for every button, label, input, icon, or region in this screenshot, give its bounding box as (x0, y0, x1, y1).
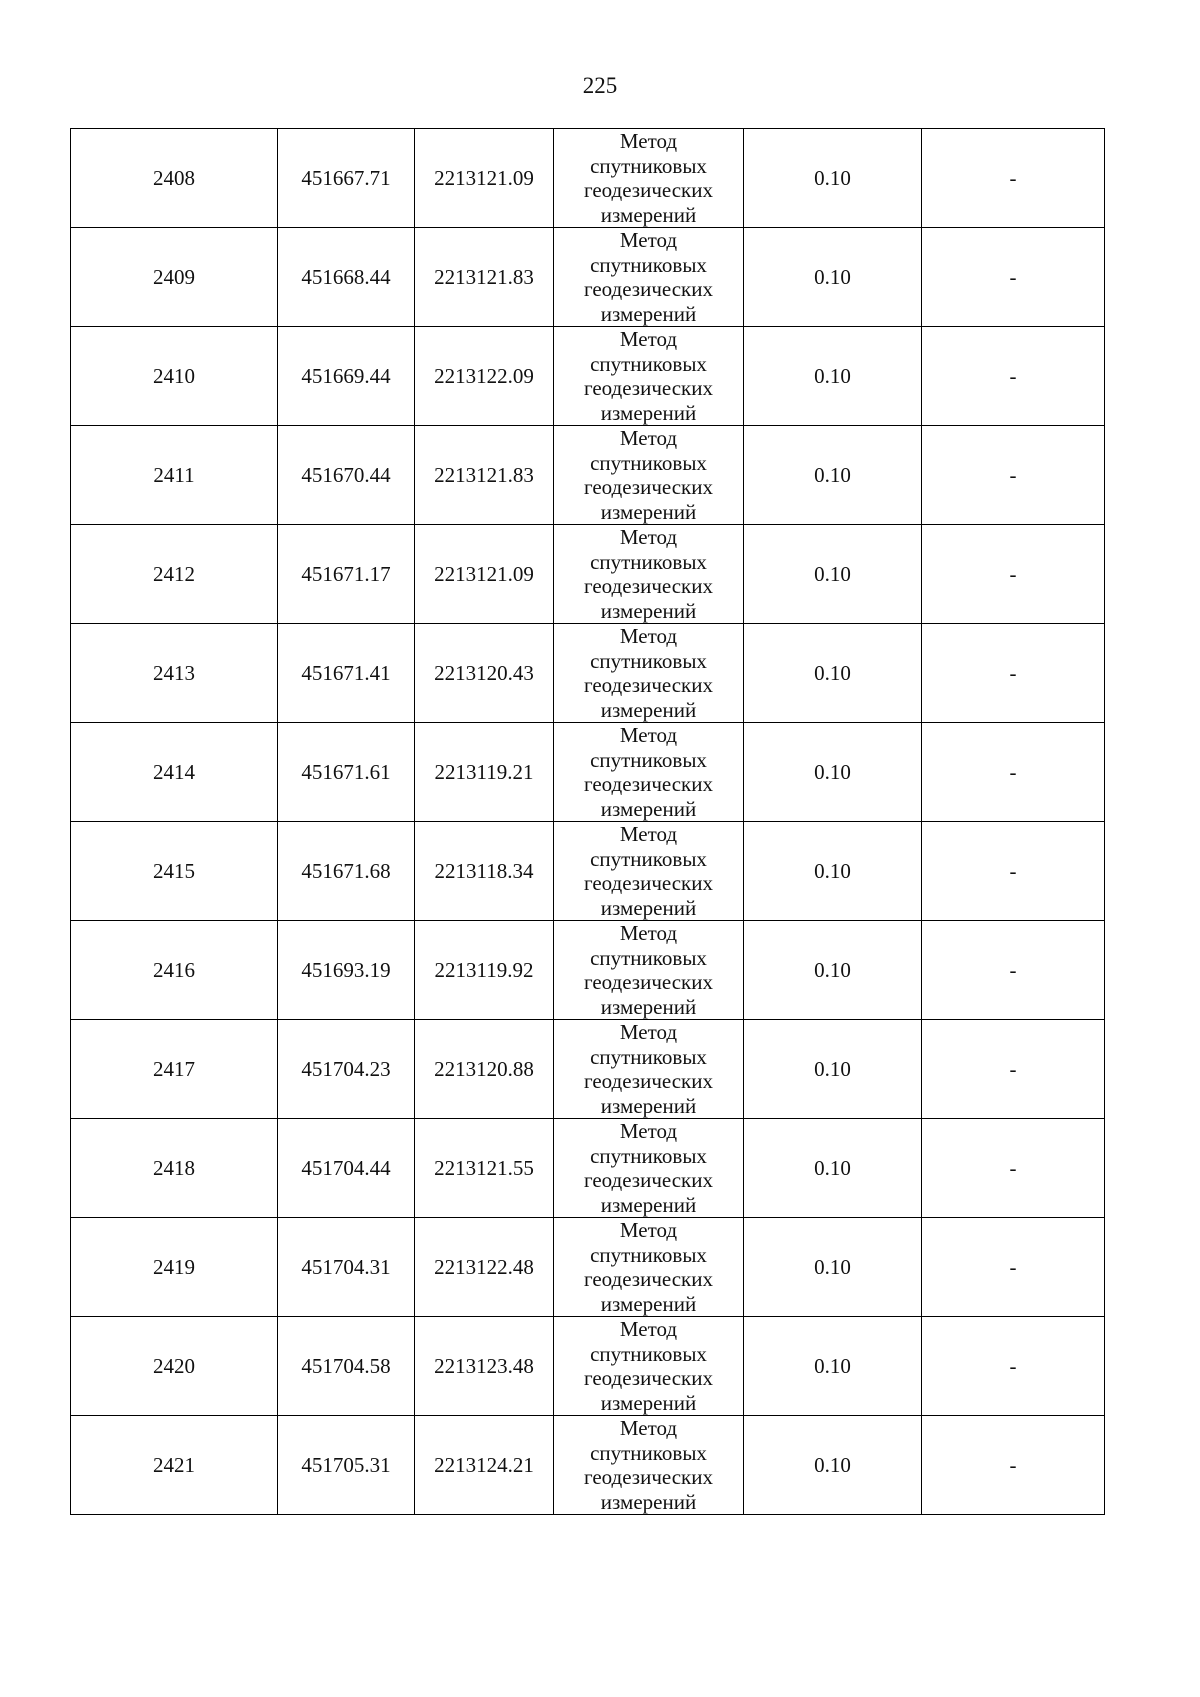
table-row (71, 723, 1105, 822)
method-line: геодезических (583, 1069, 713, 1093)
table-row (71, 1020, 1105, 1119)
method-line: измерений (600, 1489, 697, 1514)
method-line: спутниковых (590, 846, 707, 871)
note-cell: - (922, 1416, 1105, 1515)
coord-x-cell: 451704.23 (278, 1020, 415, 1119)
coord-x-cell: 451667.71 (278, 129, 415, 228)
note-cell: - (922, 822, 1105, 921)
method-cell (554, 1317, 744, 1416)
note-cell: - (922, 228, 1105, 327)
accuracy-cell: 0.10 (744, 1020, 922, 1119)
point-number-cell: 2414 (71, 723, 278, 822)
point-number-cell: 2408 (71, 129, 278, 228)
accuracy-cell: 0.10 (744, 129, 922, 228)
method-line: измерений (600, 895, 697, 920)
coord-y-cell: 2213120.43 (415, 624, 554, 723)
method-line: Метод (619, 921, 678, 945)
method-line: спутниковых (590, 450, 707, 475)
note-cell: - (922, 624, 1105, 723)
method-line: измерений (600, 400, 697, 425)
table-row (71, 921, 1105, 1020)
method-cell (554, 921, 744, 1020)
table-row (71, 822, 1105, 921)
coord-x-cell: 451693.19 (278, 921, 415, 1020)
table-row (71, 525, 1105, 624)
method-line: спутниковых (590, 252, 707, 277)
method-cell (554, 1218, 744, 1317)
table-row (71, 1416, 1105, 1515)
note-cell: - (922, 1020, 1105, 1119)
method-line: измерений (600, 697, 697, 722)
accuracy-cell: 0.10 (744, 1119, 922, 1218)
coord-x-cell: 451668.44 (278, 228, 415, 327)
accuracy-cell: 0.10 (744, 723, 922, 822)
coord-y-cell: 2213124.21 (415, 1416, 554, 1515)
method-line: Метод (619, 822, 678, 846)
method-line: измерений (600, 202, 697, 227)
method-line: спутниковых (590, 945, 707, 970)
coord-y-cell: 2213121.83 (415, 426, 554, 525)
method-line: геодезических (583, 376, 713, 400)
table-row (71, 1218, 1105, 1317)
method-line: Метод (619, 525, 678, 549)
point-number-cell: 2411 (71, 426, 278, 525)
method-line: спутниковых (590, 153, 707, 178)
method-line: спутниковых (590, 1341, 707, 1366)
accuracy-cell: 0.10 (744, 228, 922, 327)
method-line: спутниковых (590, 1242, 707, 1267)
accuracy-cell: 0.10 (744, 624, 922, 723)
point-number-cell: 2415 (71, 822, 278, 921)
method-cell (554, 129, 744, 228)
coord-x-cell: 451670.44 (278, 426, 415, 525)
note-cell: - (922, 525, 1105, 624)
method-line: геодезических (583, 871, 713, 895)
table-row (71, 129, 1105, 228)
point-number-cell: 2416 (71, 921, 278, 1020)
accuracy-cell: 0.10 (744, 822, 922, 921)
note-cell: - (922, 723, 1105, 822)
coord-y-cell: 2213121.09 (415, 525, 554, 624)
method-line: измерений (600, 1093, 697, 1118)
coord-y-cell: 2213120.88 (415, 1020, 554, 1119)
method-line: спутниковых (590, 549, 707, 574)
method-line: измерений (600, 994, 697, 1019)
method-cell (554, 1416, 744, 1515)
method-cell (554, 624, 744, 723)
method-line: спутниковых (590, 1440, 707, 1465)
coord-y-cell: 2213119.21 (415, 723, 554, 822)
method-line: геодезических (583, 970, 713, 994)
method-line: спутниковых (590, 1143, 707, 1168)
point-number-cell: 2413 (71, 624, 278, 723)
method-line: измерений (600, 796, 697, 821)
method-line: Метод (619, 426, 678, 450)
method-cell (554, 822, 744, 921)
table-row (71, 624, 1105, 723)
point-number-cell: 2421 (71, 1416, 278, 1515)
coord-x-cell: 451671.41 (278, 624, 415, 723)
table-row (71, 1317, 1105, 1416)
method-cell (554, 525, 744, 624)
point-number-cell: 2420 (71, 1317, 278, 1416)
method-line: Метод (619, 327, 678, 351)
method-cell (554, 723, 744, 822)
method-line: спутниковых (590, 351, 707, 376)
accuracy-cell: 0.10 (744, 327, 922, 426)
method-line: Метод (619, 129, 678, 153)
note-cell: - (922, 1317, 1105, 1416)
note-cell: - (922, 921, 1105, 1020)
accuracy-cell: 0.10 (744, 1317, 922, 1416)
note-cell: - (922, 327, 1105, 426)
point-number-cell: 2418 (71, 1119, 278, 1218)
method-line: геодезических (583, 673, 713, 697)
page-number: 225 (582, 73, 618, 98)
coord-x-cell: 451704.58 (278, 1317, 415, 1416)
method-cell (554, 1020, 744, 1119)
coord-x-cell: 451669.44 (278, 327, 415, 426)
method-line: геодезических (583, 277, 713, 301)
table-row (71, 1119, 1105, 1218)
coord-x-cell: 451671.68 (278, 822, 415, 921)
point-number-cell: 2419 (71, 1218, 278, 1317)
method-line: геодезических (583, 475, 713, 499)
note-cell: - (922, 1218, 1105, 1317)
coord-x-cell: 451704.44 (278, 1119, 415, 1218)
method-line: Метод (619, 723, 678, 747)
accuracy-cell: 0.10 (744, 525, 922, 624)
coord-y-cell: 2213121.55 (415, 1119, 554, 1218)
method-line: Метод (619, 1020, 678, 1044)
coord-y-cell: 2213121.83 (415, 228, 554, 327)
method-line: геодезических (583, 1267, 713, 1291)
note-cell: - (922, 1119, 1105, 1218)
point-number-cell: 2412 (71, 525, 278, 624)
method-line: Метод (619, 624, 678, 648)
method-cell (554, 327, 744, 426)
table-row (71, 327, 1105, 426)
accuracy-cell: 0.10 (744, 921, 922, 1020)
accuracy-cell: 0.10 (744, 1416, 922, 1515)
method-line: геодезических (583, 1465, 713, 1489)
coord-y-cell: 2213121.09 (415, 129, 554, 228)
method-line: измерений (600, 1192, 697, 1217)
method-line: геодезических (583, 1168, 713, 1192)
coord-y-cell: 2213123.48 (415, 1317, 554, 1416)
coord-x-cell: 451671.61 (278, 723, 415, 822)
method-cell (554, 426, 744, 525)
coordinates-table (70, 128, 1105, 1515)
point-number-cell: 2410 (71, 327, 278, 426)
accuracy-cell: 0.10 (744, 426, 922, 525)
method-line: измерений (600, 1390, 697, 1415)
method-line: измерений (600, 301, 697, 326)
method-line: Метод (619, 228, 678, 252)
coord-y-cell: 2213118.34 (415, 822, 554, 921)
note-cell: - (922, 129, 1105, 228)
method-line: Метод (619, 1119, 678, 1143)
method-line: спутниковых (590, 747, 707, 772)
method-line: Метод (619, 1416, 678, 1440)
coord-y-cell: 2213122.48 (415, 1218, 554, 1317)
note-cell: - (922, 426, 1105, 525)
method-line: геодезических (583, 178, 713, 202)
method-cell (554, 228, 744, 327)
method-line: спутниковых (590, 1044, 707, 1069)
method-line: измерений (600, 598, 697, 623)
method-line: геодезических (583, 1366, 713, 1390)
method-cell (554, 1119, 744, 1218)
method-line: Метод (619, 1218, 678, 1242)
coord-y-cell: 2213119.92 (415, 921, 554, 1020)
table-row (71, 228, 1105, 327)
method-line: геодезических (583, 772, 713, 796)
point-number-cell: 2417 (71, 1020, 278, 1119)
coord-y-cell: 2213122.09 (415, 327, 554, 426)
method-line: измерений (600, 1291, 697, 1316)
method-line: спутниковых (590, 648, 707, 673)
table-row (71, 426, 1105, 525)
method-line: геодезических (583, 574, 713, 598)
coordinates-table-body (71, 129, 1105, 1515)
method-line: измерений (600, 499, 697, 524)
coord-x-cell: 451705.31 (278, 1416, 415, 1515)
coord-x-cell: 451704.31 (278, 1218, 415, 1317)
method-line: Метод (619, 1317, 678, 1341)
coord-x-cell: 451671.17 (278, 525, 415, 624)
accuracy-cell: 0.10 (744, 1218, 922, 1317)
point-number-cell: 2409 (71, 228, 278, 327)
